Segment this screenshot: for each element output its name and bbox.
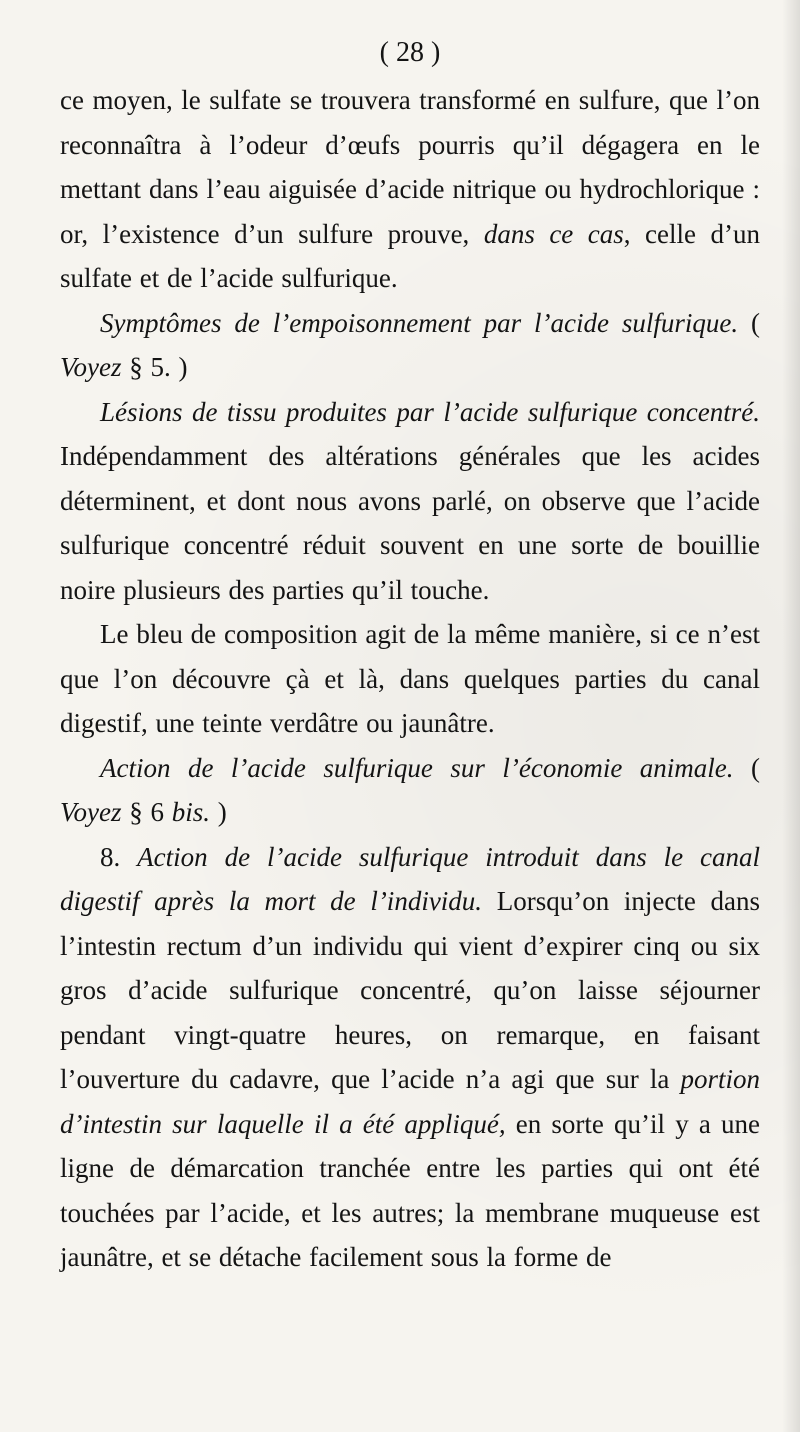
- text-run: en sorte qu’il y a une ligne de démarcation tranchée entre les parties qui ont été touchées par l’acide, et les autres; la membrane muqueuse est jaunâtre, et se détache facilement sous la forme de: [60, 1108, 760, 1272]
- italic-run: Voyez: [60, 797, 122, 827]
- paragraph-symptomes: [60, 301, 760, 390]
- text-run: (: [733, 752, 760, 783]
- text-run: , celle d’un sulfate et de l’acide sulfurique.: [60, 218, 760, 293]
- text-run: Le bleu de composition agit de la même manière, si ce n’est que l’on découvre çà et là, dans quelques parties du canal digestif, une teinte verdâtre ou jaunâtre.: [60, 619, 760, 738]
- section-heading: Action de l’acide sulfurique sur l’économie animale.: [100, 752, 734, 783]
- italic-run: dans ce cas: [483, 218, 624, 249]
- section-heading: Action de l’acide sulfurique introduit dans le canal digestif après la mort de l’individu.: [60, 841, 761, 916]
- paragraph-bleu-composition: [60, 612, 760, 746]
- paragraph-lesions: [60, 390, 760, 613]
- paragraph-section-8: [60, 835, 760, 1280]
- page-number: ( 28 ): [379, 37, 441, 68]
- text-run: (: [738, 307, 760, 338]
- text-run: ): [210, 797, 227, 827]
- paragraph-sulfure-test: [60, 78, 760, 301]
- text-run: § 5. ): [121, 352, 188, 382]
- text-run: Lorsqu’on injecte dans l’intestin rectum d’un individu qui vient d’expirer cinq ou six gros d’acide sulfurique concentré, qu’on laisse séjourner pendant vingt-quatre heures, on remarque, en faisant l’ouverture du cadavre, que l’acide n’a agi que sur la: [60, 886, 760, 1094]
- text-run: § 6: [121, 797, 172, 827]
- italic-run: Voyez: [60, 352, 122, 382]
- section-number: 8.: [100, 841, 138, 872]
- italic-run: portion d’intestin sur laquelle il a été appliqué,: [60, 1064, 760, 1139]
- text-run: ce moyen, le sulfate se trouvera transformé en sulfure, que l’on reconnaîtra à l’odeur d’œufs pourris qu’il dégagera en le mettant dans l’eau aiguisée d’acide nitrique ou hydrochlorique : or, l’existence d’un sulfure prouve,: [60, 85, 760, 249]
- section-heading: Lésions de tissu produites par l’acide sulfurique concentré.: [100, 396, 760, 427]
- text-run: Indépendamment des altérations générales que les acides déterminent, et dont nous avons parlé, on observe que l’acide sulfurique concentré réduit souvent en une sorte de bouillie noire plusieurs des parties qu’il touche.: [60, 441, 760, 605]
- italic-run: bis.: [171, 797, 210, 827]
- section-heading: Symptômes de l’empoisonnement par l’acide sulfurique.: [100, 307, 739, 338]
- paragraph-action-economie: [60, 746, 760, 835]
